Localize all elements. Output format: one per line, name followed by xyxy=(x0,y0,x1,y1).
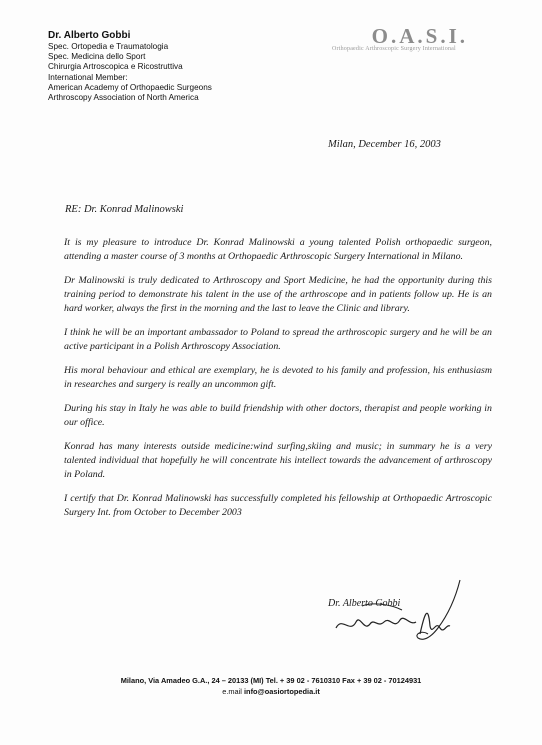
specialty-line: Spec. Medicina dello Sport xyxy=(48,52,146,62)
membership-line: American Academy of Orthopaedic Surgeons xyxy=(48,82,212,92)
membership-heading: International Member: xyxy=(48,72,128,82)
letter-body xyxy=(64,236,492,530)
paragraph: Konrad has many interests outside medicine:wind surfing,skiing and music; in summary he is a very talented individual that hopefully he will concentrate his intellect towards the advancement of arthroscopy in Poland. xyxy=(64,440,492,481)
paragraph: It is my pleasure to introduce Dr. Konrad Malinowski a young talented Polish orthopaedic surgeon, attending a master course of 3 months at Orthopaedic Arthroscopic Surgery International in Milano. xyxy=(64,237,492,263)
subject-line: RE: Dr. Konrad Malinowski xyxy=(65,204,184,215)
oasi-logo xyxy=(332,24,518,52)
email-label: e.mail xyxy=(222,686,242,696)
paragraph: During his stay in Italy he was able to build friendship with other doctors, therapist and people working in our office. xyxy=(64,402,492,429)
footer-email-line xyxy=(0,687,542,698)
paragraph: I certify that Dr. Konrad Malinowski has successfully completed his fellowship at Orthopaedic Artroscopic Surgery Int. from October to December 2003 xyxy=(64,492,492,519)
logo-mark: O.A.S.I. xyxy=(371,24,468,48)
paragraph: His moral behaviour and ethical are exemplary, he is devoted to his family and profession, his enthusiasm in researches and surgery is really an uncommon gift. xyxy=(64,364,492,391)
handwritten-signature xyxy=(332,576,472,646)
email-address: info@oasiortopedia.it xyxy=(244,686,320,696)
specialty-line: Chirurgia Artroscopica e Ricostruttiva xyxy=(48,62,183,72)
specialty-line: Spec. Ortopedia e Traumatologia xyxy=(48,42,169,51)
logo-subtitle: Orthopaedic Arthroscopic Surgery International xyxy=(332,46,456,52)
paragraph: Dr Malinowski is truly dedicated to Arthroscopy and Sport Medicine, he had the opportunity during this training period to demonstrate his talent in the use of the arthroscope and in patients follow up. He is an hard worker, always the first in the morning and the last to leave the Clinic and library. xyxy=(64,274,492,315)
footer-address: Milano, Via Amadeo G.A., 24 – 20133 (MI) Tel. + 39 02 - 7610310 Fax + 39 02 - 70124931 xyxy=(120,676,422,685)
paragraph: I think he will be an important ambassador to Poland to spread the arthroscopic surgery and he will be an active participant in a Polish Arthroscopy Association. xyxy=(64,327,492,353)
membership-line: Arthroscopy Association of North America xyxy=(48,93,199,103)
letterhead xyxy=(48,30,212,103)
signatory-name: Dr. Alberto Gobbi xyxy=(328,598,401,609)
footer xyxy=(0,676,542,697)
doctor-name: Dr. Alberto Gobbi xyxy=(48,30,131,41)
letter-date: Milan, December 16, 2003 xyxy=(328,139,441,150)
